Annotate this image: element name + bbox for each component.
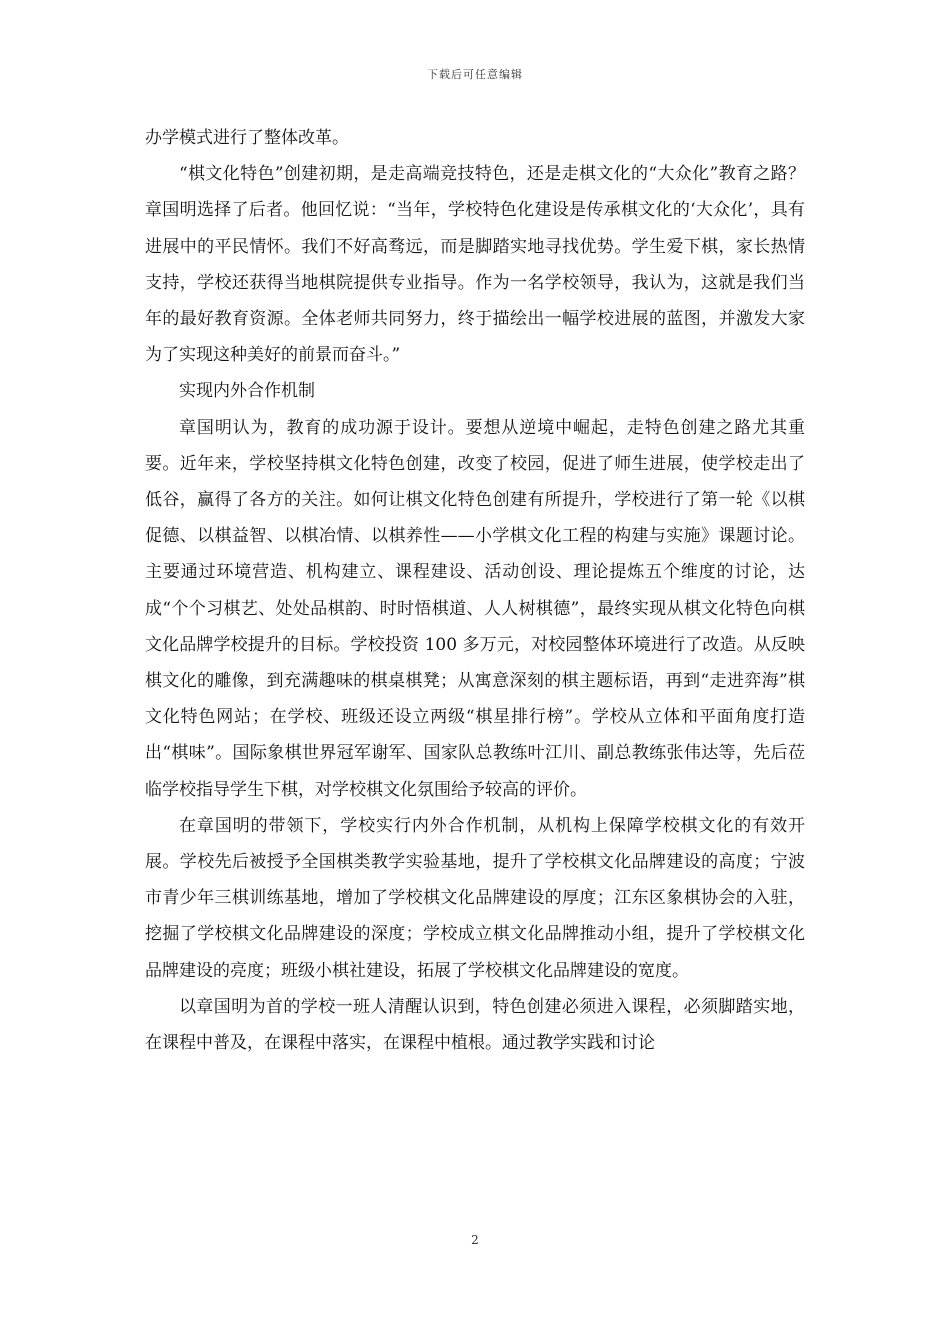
page-header: 下载后可任意编辑 <box>427 68 523 81</box>
paragraph: “棋文化特色”创建初期，是走高端竞技特色，还是走棋文化的“大众化”教育之路？章国明选择了后者。他回忆说：“当年，学校特色化建设是传承棋文化的‘大众化’，具有进展中的平民情怀。我们不好高骛远，而是脚踏实地寻找优势。学生爱下棋，家长热情支持，学校还获得当地棋院提供专业指导。作为一名学校领导，我认为，这就是我们当年的最好教育资源。全体老师共同努力，终于描绘出一幅学校进展的蓝图，并激发大家为了实现这种美好的前景而奋斗。” <box>145 164 805 366</box>
page-number: 2 <box>471 1233 479 1247</box>
paragraph: 办学模式进行了整体改革。 <box>145 128 349 148</box>
paragraph: 章国明认为，教育的成功源于设计。要想从逆境中崛起，走特色创建之路尤其重要。近年来，学校坚持棋文化特色创建，改变了校园，促进了师生进展，使学校走出了低谷，赢得了各方的关注。如何让棋文化特色创建有所提升，学校进行了第一轮《以棋促德、以棋益智、以棋冶情、以棋养性——小学棋文化工程的构建与实施》课题讨论。主要通过环境营造、机构建立、课程建设、活动创设、理论提炼五个维度的讨论，达成“个个习棋艺、处处品棋韵、时时悟棋道、人人树棋德”，最终实现从棋文化特色向棋文化品牌学校提升的目标。学校投资 100 多万元，对校园整体环境进行了改造。从反映棋文化的雕像，到充满趣味的棋桌棋凳；从寓意深刻的棋主题标语，再到“走进弈海”棋文化特色网站；在学校、班级还设立两级“棋星排行榜”。学校从立体和平面角度打造出“棋味”。国际象棋世界冠军谢军、国家队总教练叶江川、副总教练张伟达等，先后莅临学校指导学生下棋，对学校棋文化氛围给予较高的评价。 <box>145 417 805 800</box>
paragraph: 以章国明为首的学校一班人清醒认识到，特色创建必须进入课程，必须脚踏实地，在课程中普及，在课程中落实，在课程中植根。通过教学实践和讨论 <box>145 996 805 1054</box>
paragraph: 在章国明的带领下，学校实行内外合作机制，从机构上保障学校棋文化的有效开展。学校先后被授予全国棋类教学实验基地，提升了学校棋文化品牌建设的高度；宁波市青少年三棋训练基地，增加了学校棋文化品牌建设的厚度；江东区象棋协会的入驻，挖掘了学校棋文化品牌建设的深度；学校成立棋文化品牌推动小组，提升了学校棋文化品牌建设的亮度；班级小棋社建设，拓展了学校棋文化品牌建设的宽度。 <box>145 815 805 981</box>
section-heading: 实现内外合作机制 <box>179 381 315 402</box>
document-body <box>145 120 805 1061</box>
